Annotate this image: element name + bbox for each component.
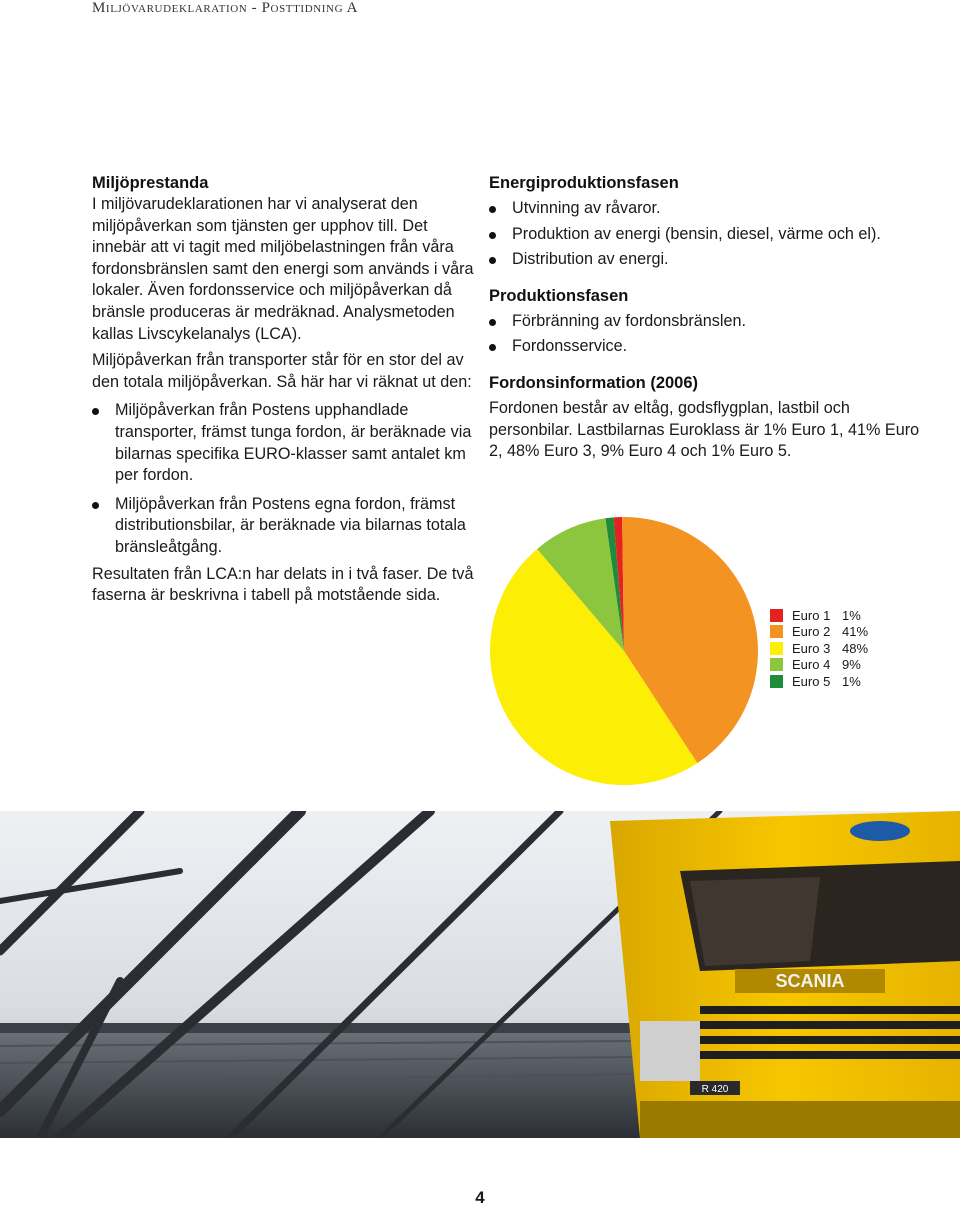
right-column: [489, 172, 929, 463]
list-item-text: Förbränning av fordonsbränslen.: [512, 311, 746, 330]
list-item: [489, 249, 929, 271]
list-item-text: Utvinning av råvaror.: [512, 199, 661, 217]
legend-swatch: [770, 658, 783, 671]
legend-swatch: [770, 625, 783, 638]
legend-value: 9%: [842, 657, 861, 673]
bullet-icon: [489, 232, 496, 239]
method-bullet-list: [92, 400, 478, 558]
legend-label: Euro 2: [792, 624, 831, 640]
legend-value: 41%: [842, 624, 869, 640]
truck-brand-label: SCANIA: [775, 971, 845, 991]
list-item-text: Fordonsservice.: [512, 337, 628, 356]
legend-label: Euro 3: [792, 640, 831, 656]
list-item: [489, 336, 929, 358]
truck-model-label: R 420: [701, 1084, 729, 1095]
pie-legend: [770, 607, 868, 690]
fleet-paragraph: Fordonen består av eltåg, godsflygplan, lastbil och personbilar. Lastbilarnas Euroklass är 1% Euro 1, 41% Euro 2, 48% Euro 3, 9% Euro 4 och 1% Euro 5.: [489, 398, 920, 461]
left-column: [92, 172, 478, 607]
list-item: [489, 224, 929, 246]
list-item-text: Produktion av energi (bensin, diesel, värme och el).: [512, 224, 881, 243]
list-item-text: Miljöpåverkan från Postens upphandlade transporter, främst tunga fordon, är beräknade via bilarnas specifika EURO-klasser samt antalet km per fordon.: [115, 401, 472, 485]
transport-paragraph: Miljöpåverkan från transporter står för en stor del av den totala miljöpåverkan. Så här har vi räknat ut den:: [92, 351, 472, 391]
intro-paragraph: I miljövarudeklarationen har vi analyserat den miljöpåverkan som tjänsten ger upphov till. Det innebär att vi tagit med miljöbelastningen från våra fordonsbränslen samt den energi som används i våra lokaler. Även fordonsservice och miljöpåverkan då bränsle produceras är medräknad. Analysmetoden kallas Livscykelanalys (LCA).: [92, 195, 474, 343]
page-number: 4: [475, 1188, 485, 1207]
list-item: [92, 494, 478, 559]
bullet-icon: [92, 502, 99, 509]
list-item: [489, 311, 929, 333]
legend-entry: [770, 624, 868, 641]
legend-value: 48%: [842, 640, 869, 656]
legend-entry: [770, 657, 868, 674]
page-header: Miljövarudeklaration - Posttidning A: [92, 0, 359, 16]
legend-swatch: [770, 642, 783, 655]
results-paragraph: Resultaten från LCA:n har delats in i två faser. De två faserna är beskrivna i tabell på motstående sida.: [92, 564, 474, 605]
legend-label: Euro 4: [792, 657, 831, 673]
legend-swatch: [770, 675, 783, 688]
legend-value: 1%: [842, 607, 861, 623]
euro-class-pie-chart: [488, 515, 760, 787]
legend-label: Euro 5: [792, 673, 831, 689]
legend-swatch: [770, 609, 783, 622]
section-heading-energiproduktion: Energiproduktionsfasen: [489, 174, 679, 192]
truck: [610, 811, 960, 1138]
list-item-text: Distribution av energi.: [512, 250, 669, 269]
legend-value: 1%: [842, 673, 861, 689]
bullet-icon: [489, 319, 496, 326]
legend-label: Euro 1: [792, 607, 831, 623]
bullet-icon: [489, 206, 496, 213]
energy-list: [489, 198, 929, 271]
legend-entry: [770, 640, 868, 657]
list-item: [489, 198, 929, 220]
bullet-icon: [92, 408, 99, 415]
truck-bridge-photo: [0, 811, 960, 1138]
section-heading-fordonsinformation: Fordonsinformation (2006): [489, 373, 699, 392]
list-item: [92, 400, 478, 486]
list-item-text: Miljöpåverkan från Postens egna fordon, främst distributionsbilar, är beräknade via bilarnas totala bränsleåtgång.: [115, 494, 466, 556]
legend-entry: [770, 607, 868, 624]
bullet-icon: [489, 344, 496, 351]
bullet-icon: [489, 257, 496, 264]
legend-entry: [770, 673, 868, 690]
section-heading-produktion: Produktionsfasen: [489, 286, 629, 305]
section-heading-miljoprestanda: Miljöprestanda: [92, 174, 209, 192]
production-list: [489, 311, 929, 358]
